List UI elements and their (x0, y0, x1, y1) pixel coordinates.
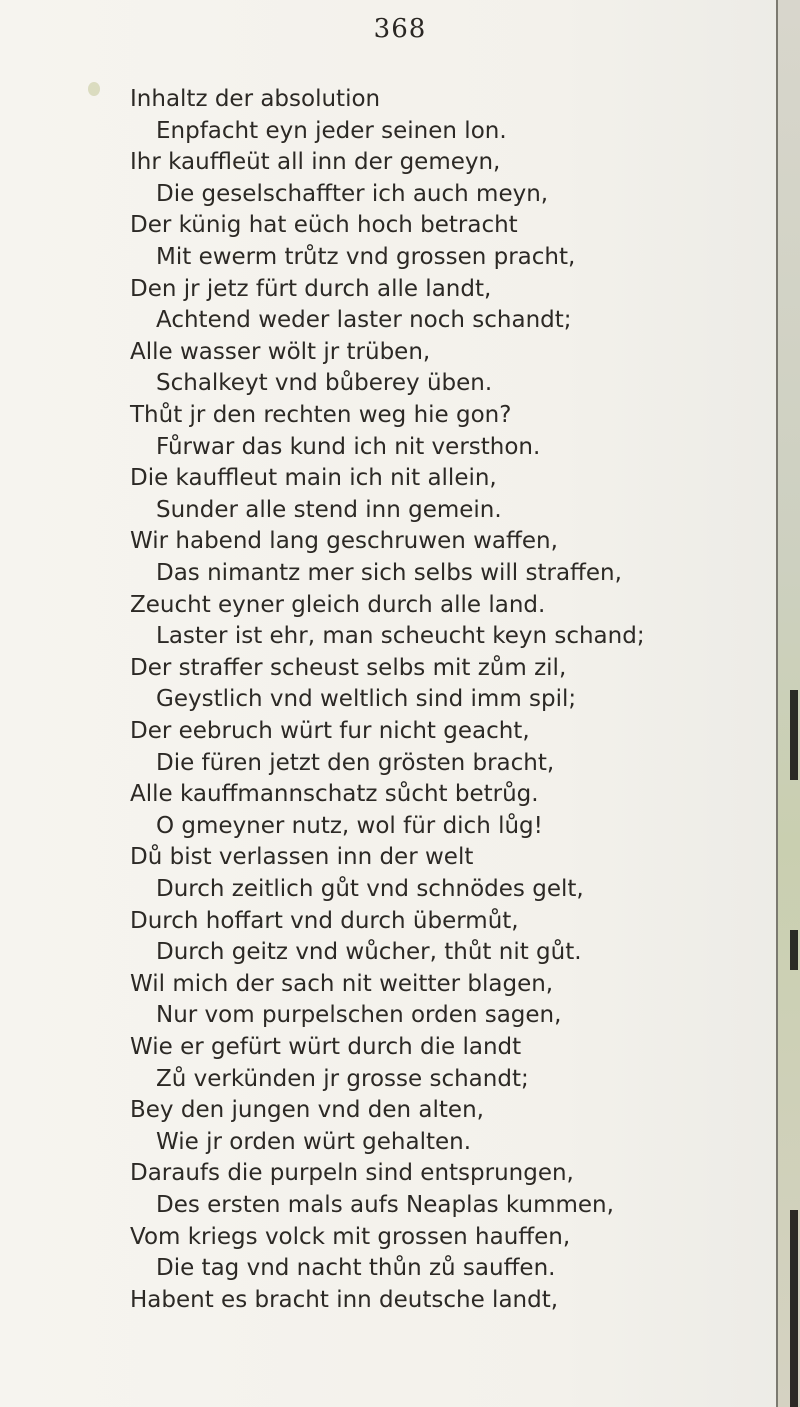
verse-line: Daraufs die purpeln sind entsprungen, (130, 1160, 574, 1187)
verse-line: Achtend weder laster noch schandt; (156, 307, 572, 334)
verse-line: Geystlich vnd weltlich sind imm spil; (156, 686, 577, 713)
verse-line: Mit ewerm trůtz vnd grossen pracht, (156, 244, 576, 270)
verse-line: Das nimantz mer sich selbs will straffen, (156, 560, 622, 586)
verse-line: Durch hoffart vnd durch übermůt, (130, 907, 519, 934)
verse-line: Schalkeyt vnd bůberey üben. (156, 370, 493, 397)
verse-line: Des ersten mals aufs Neaplas kummen, (156, 1192, 614, 1218)
verse-line: Enpfacht eyn jeder seinen lon. (156, 117, 507, 144)
verse-line: Habent es bracht inn deutsche landt, (130, 1286, 559, 1313)
verse-line: Wil mich der sach nit weitter blagen, (130, 970, 554, 997)
paper-stain (88, 82, 100, 96)
verse-line: Die kauffleut main ich nit allein, (130, 465, 497, 492)
verse-line: Wir habend lang geschruwen waffen, (130, 528, 558, 555)
verse-line: Die tag vnd nacht thůn zů sauffen. (156, 1255, 556, 1282)
verse-line: Durch geitz vnd wůcher, thůt nit gůt. (156, 939, 582, 966)
verse-line: Die geselschaffter ich auch meyn, (156, 180, 549, 207)
verse-line: Laster ist ehr, man scheucht keyn schand; (156, 623, 645, 650)
verse-line: O gmeyner nutz, wol für dich lůg! (156, 812, 543, 839)
verse-line: Vom kriegs volck mit grossen hauffen, (130, 1223, 571, 1250)
verse-line: Ihr kauffleüt all inn der gemeyn, (130, 149, 501, 176)
verse-line: Zů verkünden jr grosse schandt; (156, 1065, 529, 1092)
verse-line: Alle kauffmannschatz sůcht betrůg. (130, 781, 539, 808)
verse-line: Der künig hat eüch hoch betracht (130, 212, 518, 239)
verse-line: Die füren jetzt den grösten bracht, (156, 749, 555, 776)
verse-line: Sunder alle stend inn gemein. (156, 496, 502, 523)
verse-line: Alle wasser wölt jr trüben, (130, 338, 431, 365)
spine-dark-band (790, 930, 798, 970)
book-spine (776, 0, 800, 1407)
verse-line: Wie jr orden würt gehalten. (156, 1128, 472, 1155)
verse-line: Thůt jr den rechten weg hie gon? (130, 402, 512, 428)
verse-line: Durch zeitlich gůt vnd schnödes gelt, (156, 876, 584, 902)
verse-line: Den jr jetz fürt durch alle landt, (130, 275, 492, 302)
verse-line: Dů bist verlassen inn der welt (130, 844, 474, 871)
verse-line: Inhaltz der absolution (130, 86, 381, 112)
verse-line: Der eebruch würt fur nicht geacht, (130, 718, 530, 744)
verse-line: Zeucht eyner gleich durch alle land. (130, 591, 546, 618)
verse-line: Fůrwar das kund ich nit versthon. (156, 433, 541, 460)
page-number: 368 (373, 14, 427, 44)
spine-dark-band (790, 1210, 798, 1407)
verse-line: Der straffer scheust selbs mit zům zil, (130, 654, 567, 681)
verse-line: Bey den jungen vnd den alten, (130, 1097, 484, 1124)
spine-dark-band (790, 690, 798, 780)
verse-line: Wie er gefürt würt durch die landt (130, 1034, 522, 1060)
verse-line: Nur vom purpelschen orden sagen, (156, 1002, 562, 1029)
